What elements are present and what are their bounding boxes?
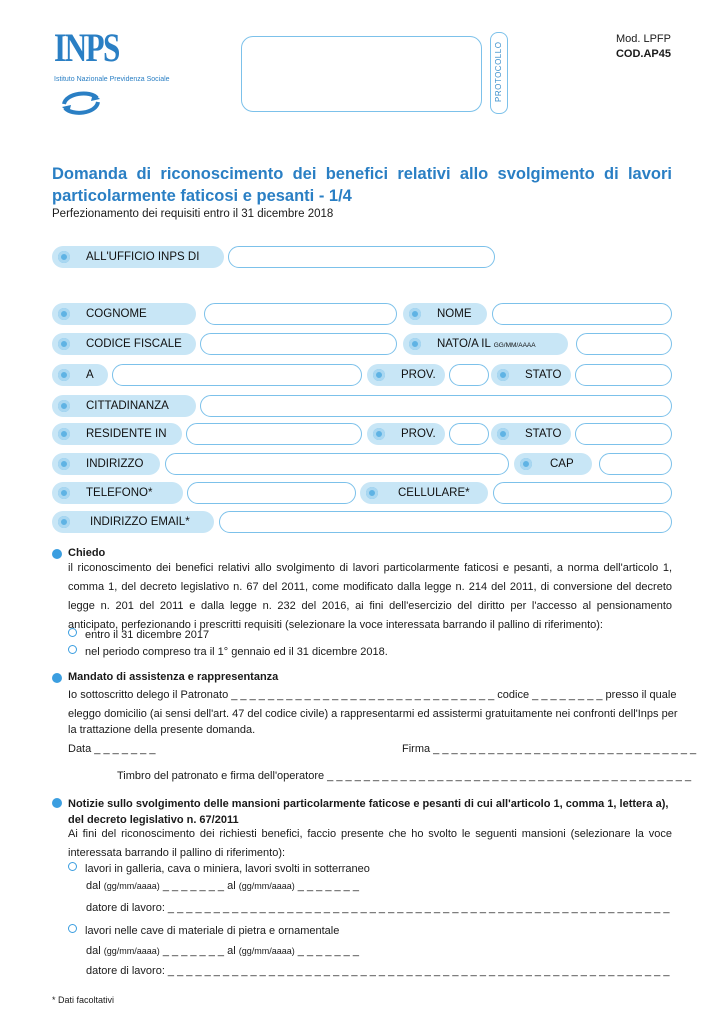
notizie-text: Ai fini del riconoscimento dei richiesti benefici, faccio presente che ho svolto le seguenti mansioni (selezionare la voce interessata barrando il pallino di riferimento): <box>68 828 672 859</box>
footnote: * Dati facoltativi <box>52 995 115 1005</box>
mandato-line-1: Io sottoscritto delego il Patronato _ _ _ _ _ _ _ _ _ _ _ _ _ _ _ _ _ _ _ _ _ _ _ _ _ _ _ _ _ codice _ _ _ _ _ _ _ _ presso il quale <box>68 689 677 701</box>
nato-il-field[interactable] <box>576 333 672 355</box>
data-field[interactable]: Data _ _ _ _ _ _ _ <box>68 743 156 755</box>
bullet-icon <box>58 338 70 350</box>
cognome-field[interactable] <box>204 303 397 325</box>
bullet-icon <box>373 369 385 381</box>
mandato-title: Mandato di assistenza e rappresentanza <box>68 671 279 683</box>
notizie-title: Notizie sullo svolgimento delle mansioni particolarmente faticose e pesanti di cui all'articolo 1, comma 1, lettera a), del decreto legislativo n. 67/2011 <box>68 798 669 826</box>
email-field[interactable] <box>219 511 672 533</box>
bullet-icon <box>58 369 70 381</box>
form-code <box>616 32 671 62</box>
section-bullet-icon <box>52 798 62 808</box>
galleria-period[interactable]: dal (gg/mm/aaaa) _ _ _ _ _ _ _ al (gg/mm/aaaa) _ _ _ _ _ _ _ <box>86 880 359 892</box>
bullet-icon <box>366 487 378 499</box>
label-cittadinanza: CITTADINANZA <box>52 395 196 417</box>
cave-period[interactable]: dal (gg/mm/aaaa) _ _ _ _ _ _ _ al (gg/mm/aaaa) _ _ _ _ _ _ _ <box>86 945 359 957</box>
label-nome: NOME <box>403 303 487 325</box>
timbro-field[interactable]: Timbro del patronato e firma dell'operatore _ _ _ _ _ _ _ _ _ _ _ _ _ _ _ _ _ _ _ _ _ _ _ _ _ _ _ _ _ _ _ _ _ _ _ _ _ _ _ _ <box>117 770 692 782</box>
firma-field[interactable]: Firma _ _ _ _ _ _ _ _ _ _ _ _ _ _ _ _ _ _ _ _ _ _ _ _ _ _ _ _ _ <box>402 743 697 755</box>
chiedo-title: Chiedo <box>68 547 106 559</box>
inps-logo: INPS <box>54 25 119 70</box>
cod-label: COD.AP45 <box>615 48 671 60</box>
label-stato-residenza: STATO <box>491 423 571 445</box>
label-codice-fiscale: CODICE FISCALE <box>52 333 196 355</box>
radio-circle-icon[interactable] <box>68 645 77 654</box>
bullet-icon <box>58 487 70 499</box>
label-cellulare: CELLULARE* <box>360 482 488 504</box>
page-title: Domanda di riconoscimento dei benefici relativi allo svolgimento di lavori particolarmente faticosi e pesanti - 1/4 <box>52 165 672 205</box>
luogo-nascita-field[interactable] <box>112 364 362 386</box>
label-indirizzo: INDIRIZZO <box>52 453 160 475</box>
telefono-field[interactable] <box>187 482 356 504</box>
chiedo-option-2018[interactable]: nel periodo compreso tra il 1° gennaio ed il 31 dicembre 2018. <box>68 645 388 658</box>
stato-residenza-field[interactable] <box>575 423 672 445</box>
label-prov: PROV. <box>367 364 445 386</box>
radio-circle-icon[interactable] <box>68 924 77 933</box>
label-a: A <box>52 364 108 386</box>
page-subtitle: Perfezionamento dei requisiti entro il 31 dicembre 2018 <box>52 208 334 220</box>
mandato-line-2: eleggo domicilio (ai sensi dell'art. 47 del codice civile) a rappresentarmi ed assistermi gratuitamente nei confronti dell'Inps per <box>68 708 678 720</box>
radio-circle-icon[interactable] <box>68 862 77 871</box>
prov-residenza-field[interactable] <box>449 423 489 445</box>
mandato-line-3: la trattazione della presente domanda. <box>68 724 256 736</box>
galleria-datore[interactable]: datore di lavoro: _ _ _ _ _ _ _ _ _ _ _ _ _ _ _ _ _ _ _ _ _ _ _ _ _ _ _ _ _ _ _ _ _ _ _ _ _ _ _ _ _ _ _ _ _ _ _ _ _ _ _ _ _ _ _ <box>86 902 670 914</box>
bullet-icon <box>409 308 421 320</box>
section-bullet-icon <box>52 673 62 683</box>
bullet-icon <box>58 308 70 320</box>
label-cap: CAP <box>514 453 592 475</box>
bullet-icon <box>58 251 70 263</box>
section-bullet-icon <box>52 549 62 559</box>
bullet-icon <box>497 369 509 381</box>
bullet-icon <box>58 400 70 412</box>
residente-in-field[interactable] <box>186 423 362 445</box>
label-telefono: TELEFONO* <box>52 482 183 504</box>
bullet-icon <box>373 428 385 440</box>
label-email: INDIRIZZO EMAIL* <box>52 511 214 533</box>
bullet-icon <box>520 458 532 470</box>
inps-arrows-icon <box>60 88 102 118</box>
logo-subtitle: Istituto Nazionale Previdenza Sociale <box>54 76 170 83</box>
ufficio-field[interactable] <box>228 246 495 268</box>
nome-field[interactable] <box>492 303 672 325</box>
stato-nascita-field[interactable] <box>575 364 672 386</box>
label-prov-residenza: PROV. <box>367 423 445 445</box>
chiedo-option-2017[interactable]: entro il 31 dicembre 2017 <box>68 628 209 641</box>
cap-field[interactable] <box>599 453 672 475</box>
cellulare-field[interactable] <box>493 482 672 504</box>
label-stato: STATO <box>491 364 571 386</box>
mod-label: Mod. LPFP <box>615 33 671 45</box>
prov-nascita-field[interactable] <box>449 364 489 386</box>
codice-fiscale-field[interactable] <box>200 333 397 355</box>
label-cognome: COGNOME <box>52 303 196 325</box>
label-residente-in: RESIDENTE IN <box>52 423 182 445</box>
bullet-icon <box>409 338 421 350</box>
chiedo-text: il riconoscimento dei benefici relativi allo svolgimento di lavori particolarmente faticosi e pesanti, a norma dell'articolo 1, comma 1, del decreto legislativo n. 67 del 2011, come modificato dalla legge n. 214 del 2011, di conversione del decreto legge n. 201 del 2011 e dalla legge n. 232 del 2016, ai fini dell'esercizio del diritto per l'accesso al pensionamento anticipato, perfezionando i prescritti requisiti (selezionare la voce interessata barrando il pallino di riferimento): <box>68 562 672 631</box>
bullet-icon <box>497 428 509 440</box>
cittadinanza-field[interactable] <box>200 395 672 417</box>
notizie-option-galleria[interactable]: lavori in galleria, cava o miniera, lavori svolti in sotterraneo <box>68 862 370 875</box>
bullet-icon <box>58 428 70 440</box>
bullet-icon <box>58 458 70 470</box>
label-nato-il: NATO/A IL GG/MM/AAAA <box>403 333 568 355</box>
radio-circle-icon[interactable] <box>68 628 77 637</box>
indirizzo-field[interactable] <box>165 453 509 475</box>
cave-datore[interactable]: datore di lavoro: _ _ _ _ _ _ _ _ _ _ _ _ _ _ _ _ _ _ _ _ _ _ _ _ _ _ _ _ _ _ _ _ _ _ _ _ _ _ _ _ _ _ _ _ _ _ _ _ _ _ _ _ _ _ _ <box>86 965 670 977</box>
label-ufficio: ALL'UFFICIO INPS DI <box>52 246 224 268</box>
bullet-icon <box>58 516 70 528</box>
protocol-box <box>241 36 482 112</box>
protocol-label: PROTOCOLLO <box>494 41 503 103</box>
notizie-option-cave[interactable]: lavori nelle cave di materiale di pietra e ornamentale <box>68 924 339 937</box>
